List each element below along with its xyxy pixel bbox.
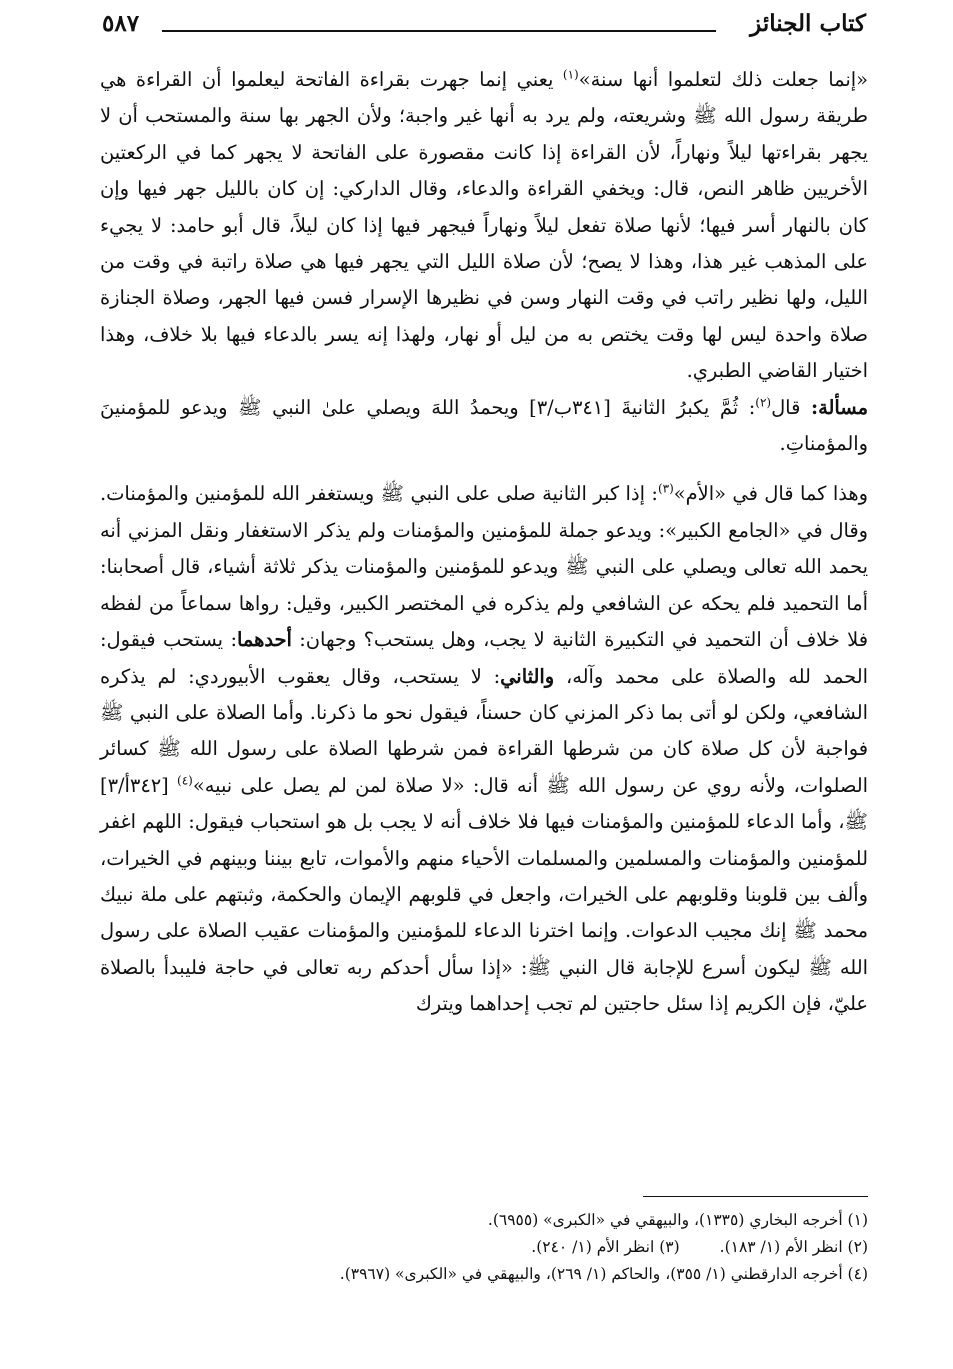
footnotes (100, 1207, 868, 1288)
paragraph-1 (100, 62, 868, 390)
discussion-part-3: : يستحب فيقول: الحمد لله والصلاة على محمد وآله، (100, 628, 868, 688)
footnote-ref-2: (٢) (755, 395, 772, 410)
second-opinion-label: والثاني (500, 664, 555, 688)
footnote-3: (٣) انظر الأم (١/ ٢٤٠). (531, 1238, 680, 1256)
issue-text-a: قال (771, 395, 811, 419)
discussion-part-1: وهذا كما قال في «الأم» (673, 482, 868, 506)
page-header (102, 10, 866, 44)
footnote-4: (٤) أخرجه الدارقطني (١/ ٣٥٥)، والحاكم (١/ ٢٦٩)، والبيهقي في «الكبرى» (٣٩٦٧). (339, 1265, 868, 1283)
chapter-title: كتاب الجنائز (750, 10, 866, 37)
discussion-paragraph (100, 476, 868, 1022)
footnote-row-2 (100, 1234, 868, 1261)
footnote-2: (٢) انظر الأم (١/ ١٨٣). (719, 1238, 868, 1256)
footnote-ref-3: (٣) (657, 482, 674, 496)
discussion-part-5: [٣٤٢أ/٣] ﷺ، وأما الدعاء للمؤمنين والمؤمنات فيها فلا خلاف أنه لا يجب بل هو استحباب فيقول: اللهم اغفر للمؤمنين والمؤمنات والمسلمين والمسلمات الأحياء منهم والأموات، تابع بيننا وبينهم في الخيرات، وألف بين قلوبنا وقلوبهم على الخيرات، واجعل في قلوبهم الإيمان والحكمة، وثبتهم على ملة نبيك محمد ﷺ إنك مجيب الدعوات. وإنما اخترنا الدعاء للمؤمنين والمؤمنات عقيب الصلاة على رسول الله ﷺ ليكون أسرع للإجابة قال النبي ﷺ: «إذا سأل أحدكم ربه تعالى في حاجة فليبدأ بالصلاة عليّ، فإن الكريم إذا سئل حاجتين لم تجب إحداهما ويترك (100, 773, 868, 1016)
first-opinion-label: أحدهما (236, 628, 292, 652)
footnote-1: (١) أخرجه البخاري (١٣٣٥)، والبيهقي في «الكبرى» (٦٩٥٥). (487, 1211, 868, 1229)
issue-paragraph (100, 390, 868, 463)
footnote-ref-1: (١) (562, 67, 579, 82)
page-number: ٥٨٧ (102, 10, 140, 37)
paragraph-1-body: يعني إنما جهرت بقراءة الفاتحة ليعلموا أن القراءة هي طريقة رسول الله ﷺ وشريعته، ولم يرد به أنها غير واجبة؛ ولأن الجهر بها سنة والمستحب أن لا يجهر بقراءتها ليلاً ونهاراً، لأن القراءة إذا كانت مقصورة على الفاتحة لا يجهر كما في الركعتين الأخريين ظاهر النص، قال: ويخفي القراءة والدعاء، وقال الداركي: إن كان بالليل جهر فيها وإن كان بالنهار أسر فيها؛ لأنها صلاة تفعل ليلاً ونهاراً فيجهر فيها إذا كان ليلاً، قال أبو حامد: لا يجيء على المذهب غير هذا، وهذا لا يصح؛ لأن صلاة الليل التي يجهر فيها هي صلاة راتبة في وقت من الليل، ولها نظير راتب في وقت النهار وسن في نظيرها الإسرار فسن فيها الجهر، وصلاة الجنازة صلاة واحدة ليس لها وقت يختص به من ليل أو نهار، ولهذا إنه يسر بالدعاء فيها بلا خلاف، وهذا اختيار القاضي الطبري. (100, 68, 868, 383)
issue-text-b: : ثُمَّ يكبرُ الثانيةَ [٣٤١ب/٣] ويحمدُ اللهَ ويصلي علىٰ النبي ﷺ ويدعو للمؤمنينَ والمؤمناتِ. (100, 395, 868, 456)
header-rule (162, 30, 716, 32)
footnote-separator (643, 1196, 868, 1197)
discussion-part-4: : لا يستحب، وقال يعقوب الأبيوردي: لم يذكره الشافعي، ولكن لو أتى بما ذكر المزني كان حسناً، فيقول نحو ما ذكرنا. وأما الصلاة على النبي ﷺ فواجبة لأن كل صلاة كان من شرطها القراءة فمن شرطها الصلاة على رسول الله ﷺ كسائر الصلوات، ولأنه روي عن رسول الله ﷺ أنه قال: «لا صلاة لمن لم يصل على نبيه» (100, 664, 868, 797)
discussion-part-2: : إذا كبر الثانية صلى على النبي ﷺ ويستغفر الله للمؤمنين والمؤمنات. وقال في «الجامع الكبير»: ويدعو جملة للمؤمنين والمؤمنات ولم يذكر الاستغفار ونقل المزني أنه يحمد الله تعالى ويصلي على النبي ﷺ ويدعو للمؤمنين والمؤمنات يذكر ثلاثة أشياء، قال أصحابنا: أما التحميد فلم يحكه عن الشافعي ولم يذكره في المختصر الكبير، وقيل: رواها سماعاً من لفظه فلا خلاف أن التحميد في التكبيرة الثانية لا يجب، وهل يستحب؟ وجهان: (100, 482, 868, 652)
quote-text: «إنما جعلت ذلك لتعلموا أنها سنة» (578, 68, 869, 91)
footnote-ref-4: (٤) (177, 773, 193, 788)
main-text (100, 62, 868, 1023)
issue-label: مسألة: (810, 395, 868, 419)
